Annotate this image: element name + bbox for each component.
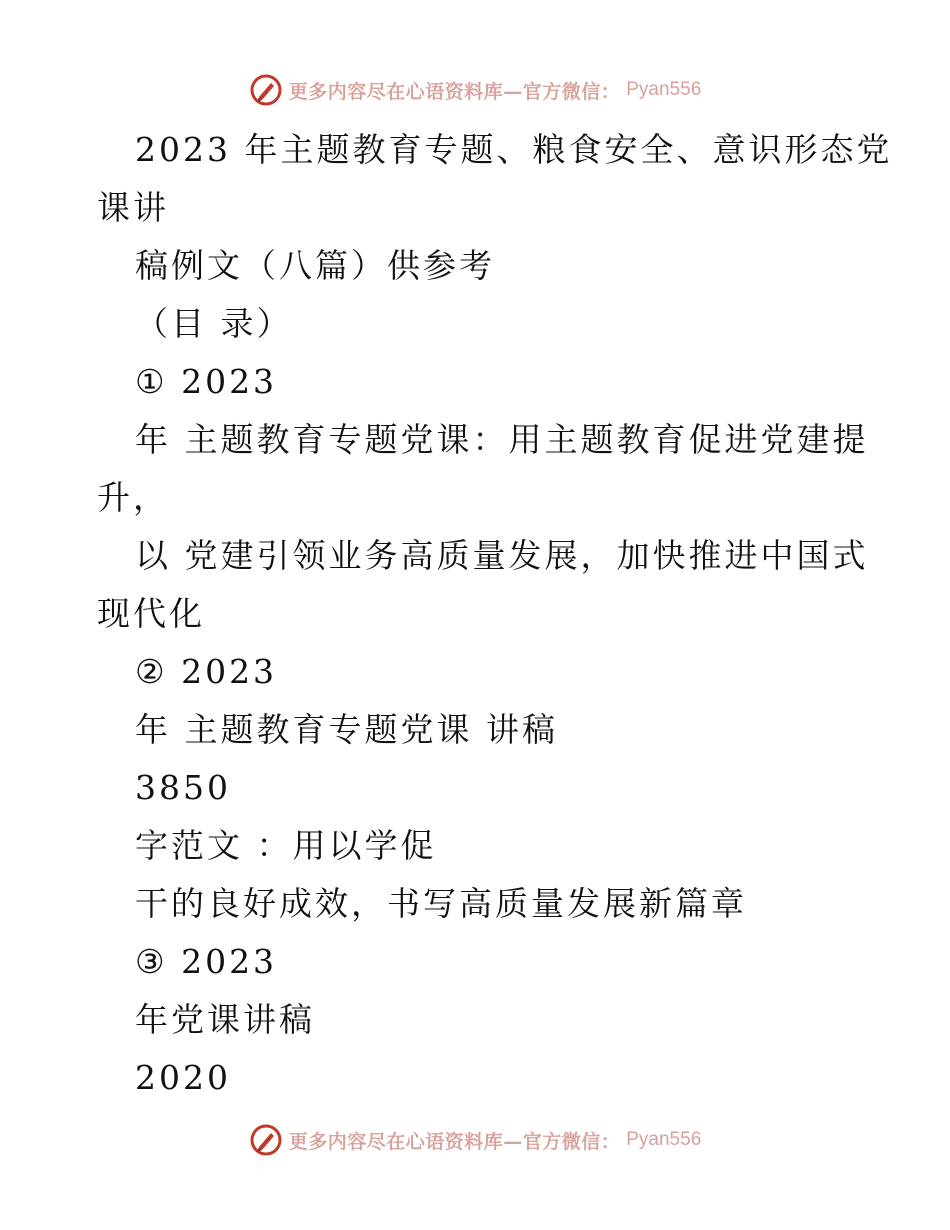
toc-item-1-line-4: 现代化 [97, 594, 205, 633]
watermark-id: Pyan556 [626, 1129, 702, 1150]
pen-logo-icon [249, 73, 283, 107]
toc-item-2-number: ② 2023 [135, 652, 278, 691]
title-line-3: 稿例文（八篇）供参考 [135, 246, 495, 285]
title-line-2: 课讲 [97, 188, 169, 227]
toc-item-3-line-1: 年党课讲稿 [135, 1000, 315, 1039]
toc-item-2-line-3: 字范文 ：用以学促 [135, 826, 437, 865]
toc-item-2-line-2: 3850 [135, 768, 231, 807]
toc-item-1-line-1: 年 主题教育专题党课：用主题教育促进党建提 [135, 420, 869, 459]
watermark-id: Pyan556 [626, 79, 702, 100]
watermark-text: 更多内容尽在心语资料库—官方微信： [288, 80, 621, 103]
toc-item-1-line-2: 升， [97, 478, 169, 517]
footer-watermark [0, 1120, 950, 1160]
toc-item-2-line-1: 年 主题教育专题党课 讲稿 [135, 710, 558, 749]
toc-item-3-line-2: 2020 [135, 1058, 231, 1097]
header-watermark [0, 70, 950, 110]
toc-item-1-line-3: 以 党建引领业务高质量发展，加快推进中国式 [135, 536, 869, 575]
toc-item-2-line-4: 干的良好成效，书写高质量发展新篇章 [135, 884, 747, 923]
toc-item-3-number: ③ 2023 [135, 942, 278, 981]
toc-item-1-number: ① 2023 [135, 362, 278, 401]
watermark-text: 更多内容尽在心语资料库—官方微信： [288, 1130, 621, 1153]
pen-logo-icon [249, 1123, 283, 1157]
toc-heading: （目 录） [135, 304, 293, 343]
title-line-1: 2023 年主题教育专题、粮食安全、意识形态党 [135, 130, 893, 169]
